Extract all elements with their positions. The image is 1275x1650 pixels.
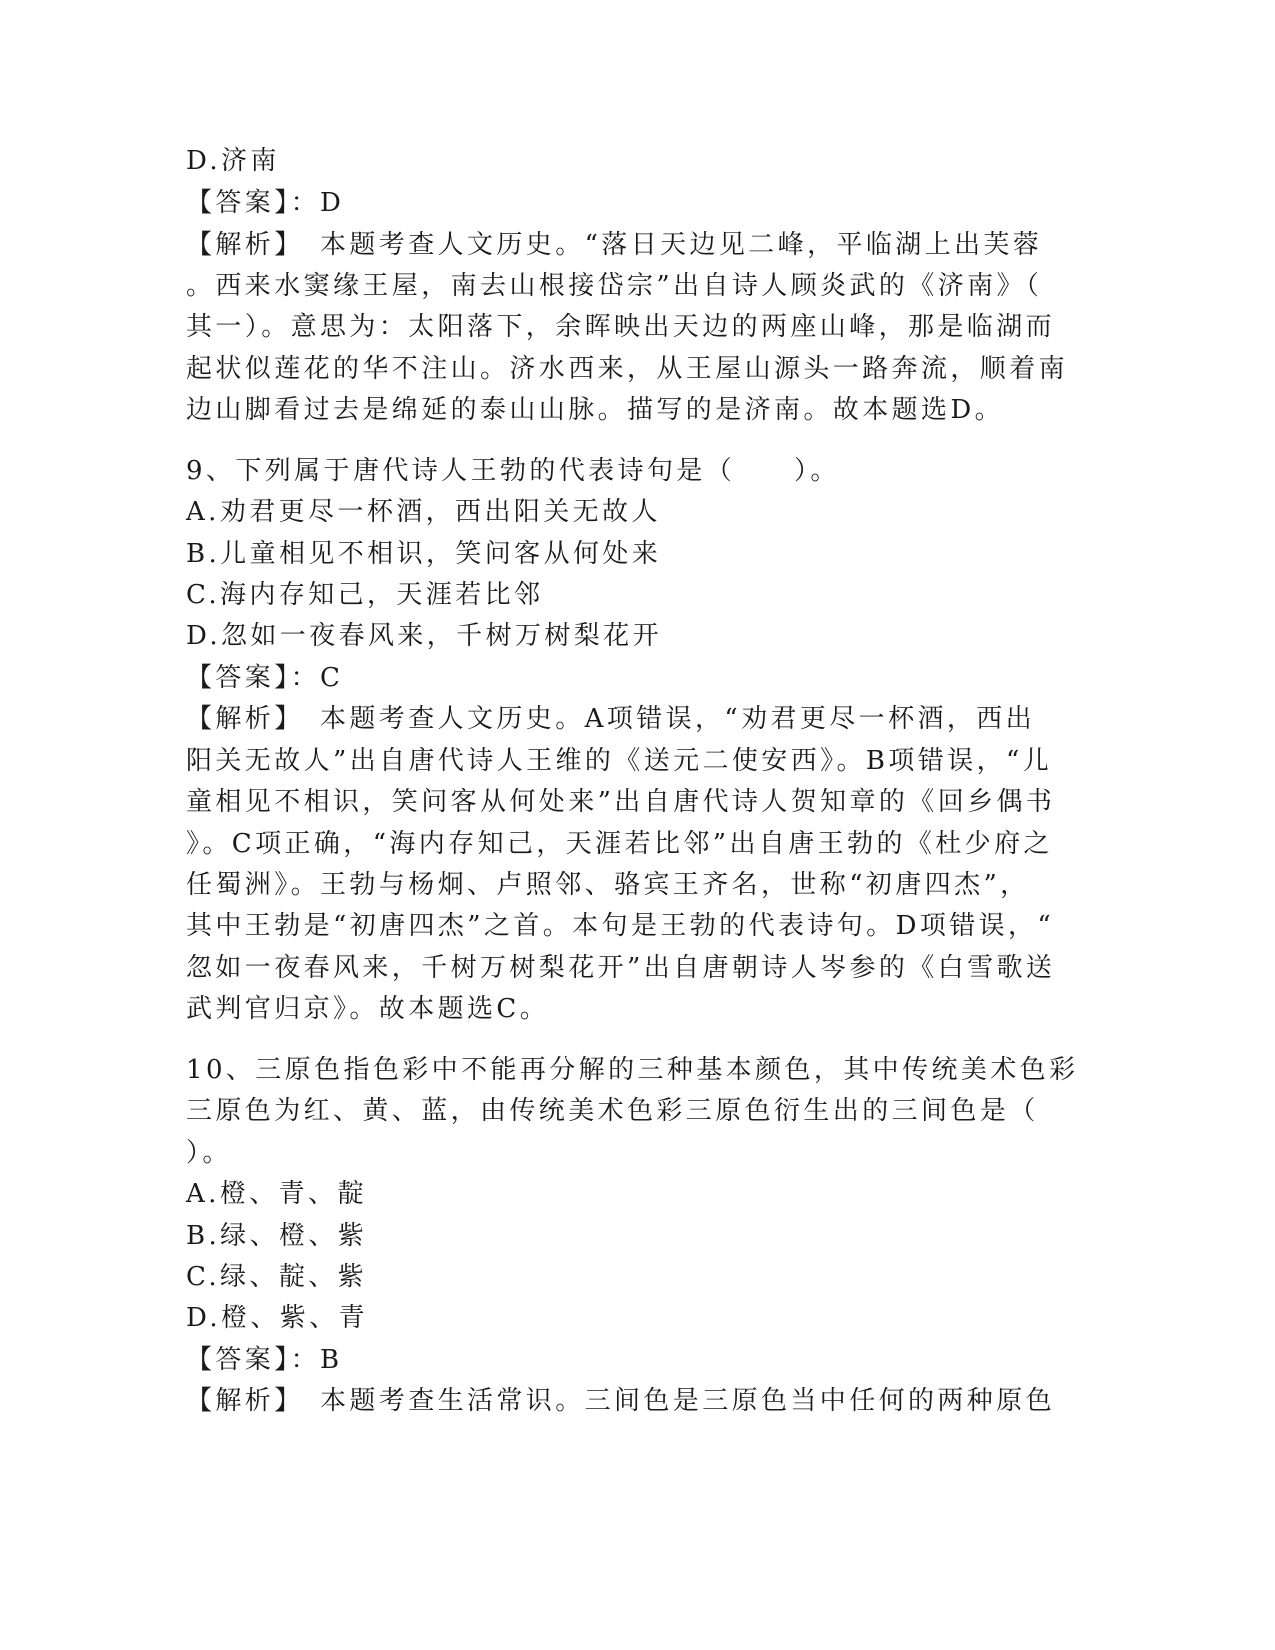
q10-option-c: C.绿、靛、紫 (186, 1262, 368, 1292)
q8-option-d: D.济南 (186, 146, 280, 176)
q9-analysis-line: 阳关无故人”出自唐代诗人王维的《送元二使安西》。B项错误，“儿 (186, 746, 1053, 776)
q9-analysis-line: 任蜀洲》。王勃与杨炯、卢照邻、骆宾王齐名，世称“初唐四杰”， (186, 870, 1030, 900)
q9-analysis-line: 其中王勃是“初唐四杰”之首。本句是王勃的代表诗句。D项错误，“ (186, 911, 1055, 941)
q8-analysis-line: 起状似莲花的华不注山。济水西来，从王屋山源头一路奔流，顺着南 (186, 354, 1069, 384)
q8-answer: 【答案】：D (186, 188, 345, 218)
q10-answer: 【答案】：B (186, 1345, 343, 1375)
q10-option-b: B.绿、橙、紫 (186, 1221, 368, 1251)
q10-stem-line: 三原色为红、黄、蓝，由传统美术色彩三原色衍生出的三间色是（ (186, 1096, 1039, 1126)
q9-analysis-line: 武判官归京》。故本题选C。 (186, 994, 550, 1024)
q10-option-d: D.橙、紫、青 (186, 1303, 368, 1333)
q8-analysis-line: 。西来水窦缘王屋，南去山根接岱宗”出自诗人顾炎武的《济南》（ (186, 271, 1043, 301)
q8-analysis-line: 边山脚看过去是绵延的泰山山脉。描写的是济南。故本题选D。 (186, 395, 1005, 425)
q9-option-a: A.劝君更尽一杯酒，西出阳关无故人 (186, 497, 661, 527)
q9-analysis-line: 童相见不相识，笑问客从何处来”出自唐代诗人贺知章的《回乡偶书 (186, 787, 1056, 817)
q9-option-d: D.忽如一夜春风来，千树万树梨花开 (186, 621, 662, 651)
q8-analysis-line: 其一）。意思为：太阳落下，余晖映出天边的两座山峰，那是临湖而 (186, 312, 1056, 342)
q9-stem: 9、下列属于唐代诗人王勃的代表诗句是（ ）。 (186, 456, 840, 486)
q10-stem-line: ）。 (186, 1138, 232, 1168)
q10-analysis-line: 【解析】 本题考查生活常识。三间色是三原色当中任何的两种原色 (186, 1386, 1056, 1416)
q9-analysis-line: 忽如一夜春风来，千树万树梨花开”出自唐朝诗人岑参的《白雪歌送 (186, 953, 1056, 983)
q8-analysis-line: 【解析】 本题考查人文历史。“落日天边见二峰，平临湖上出芙蓉 (186, 230, 1043, 260)
q9-answer: 【答案】：C (186, 663, 344, 693)
q10-stem-line: 10、三原色指色彩中不能再分解的三种基本颜色，其中传统美术色彩 (186, 1055, 1079, 1085)
q9-option-b: B.儿童相见不相识，笑问客从何处来 (186, 539, 662, 569)
q9-option-c: C.海内存知己，天涯若比邻 (186, 580, 544, 610)
q9-analysis-line: 【解析】 本题考查人文历史。A项错误，“劝君更尽一杯酒，西出 (186, 704, 1036, 734)
q9-analysis-line: 》。C项正确，“海内存知己，天涯若比邻”出自唐王勃的《杜少府之 (186, 829, 1053, 859)
q10-option-a: A.橙、青、靛 (186, 1179, 367, 1209)
